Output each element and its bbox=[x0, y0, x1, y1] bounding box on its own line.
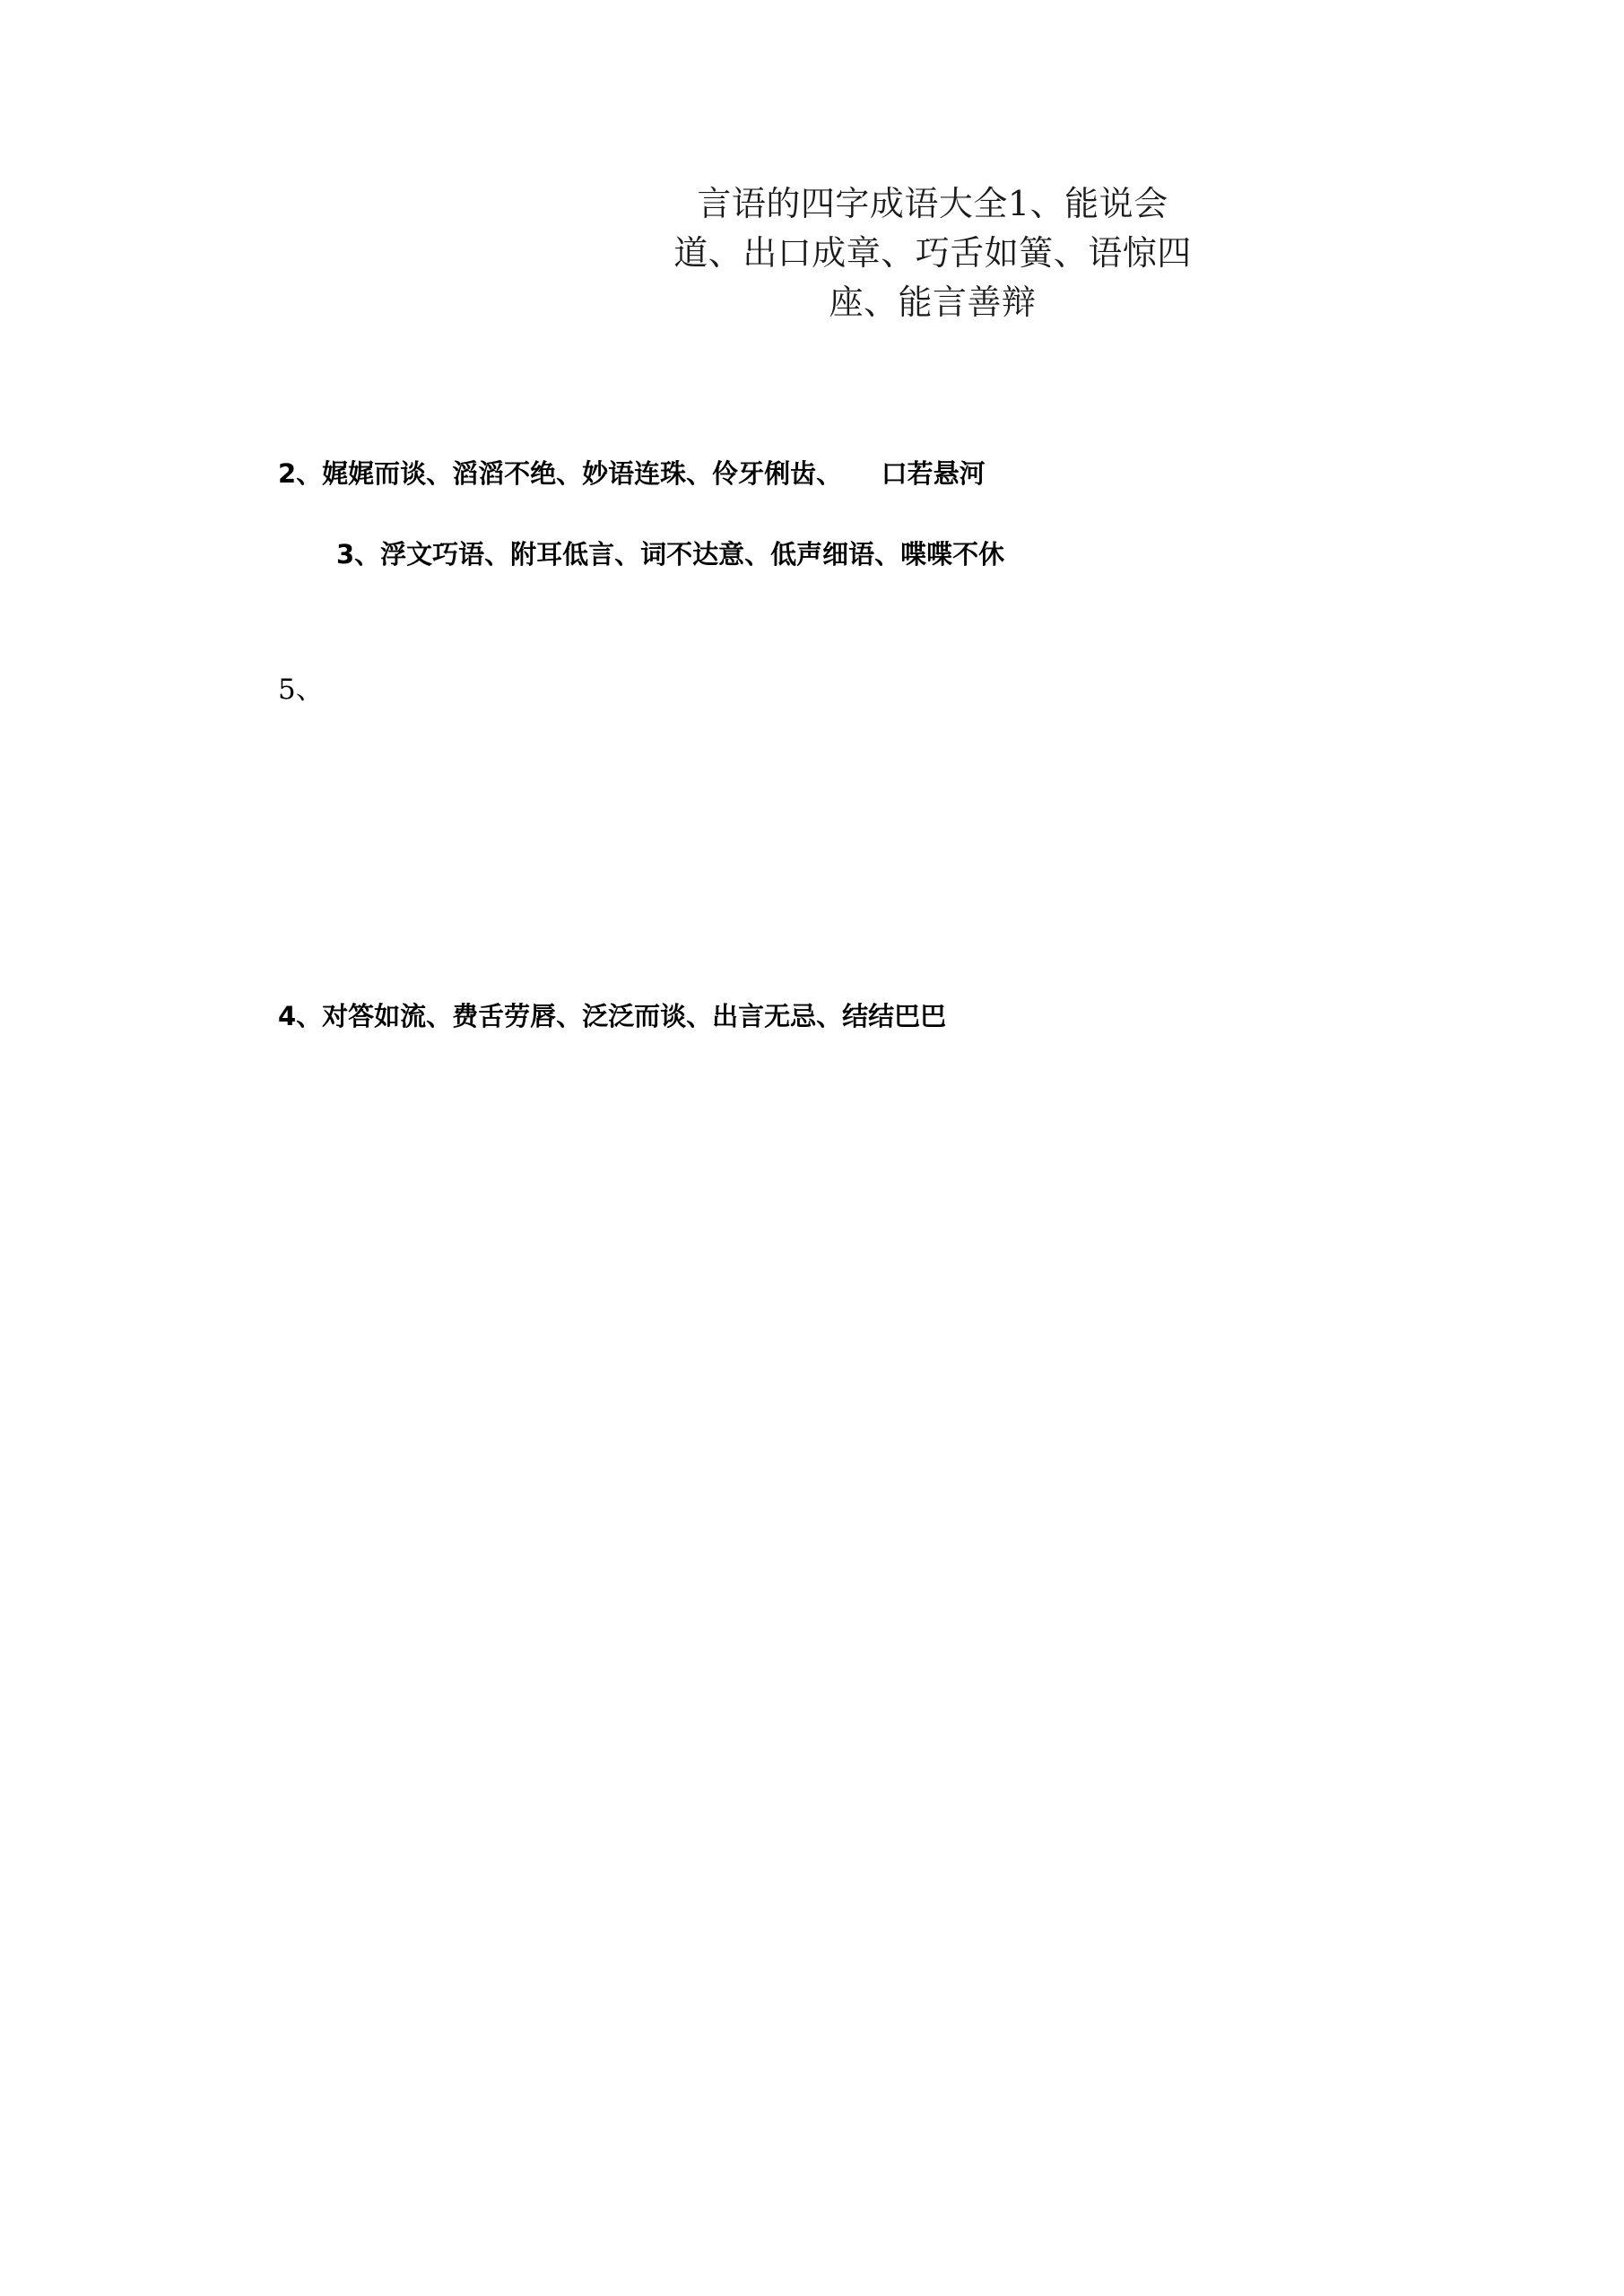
paragraph-item-5: 5、 bbox=[278, 674, 324, 706]
paragraph-item-3: 3、浮文巧语、附耳低言、词不达意、低声细语、喋喋不休 bbox=[336, 539, 1005, 570]
paragraph-item-2: 2、娓娓而谈、滔滔不绝、妙语连珠、伶牙俐齿、 口若悬河 bbox=[278, 458, 986, 489]
document-title: 言语的四字成语大全1、能说会道、出口成章、巧舌如簧、语惊四座、能言善辩 bbox=[673, 184, 1192, 323]
paragraph-item-4: 4、对答如流、费舌劳唇、泛泛而谈、出言无忌、结结巴巴 bbox=[278, 1001, 947, 1031]
